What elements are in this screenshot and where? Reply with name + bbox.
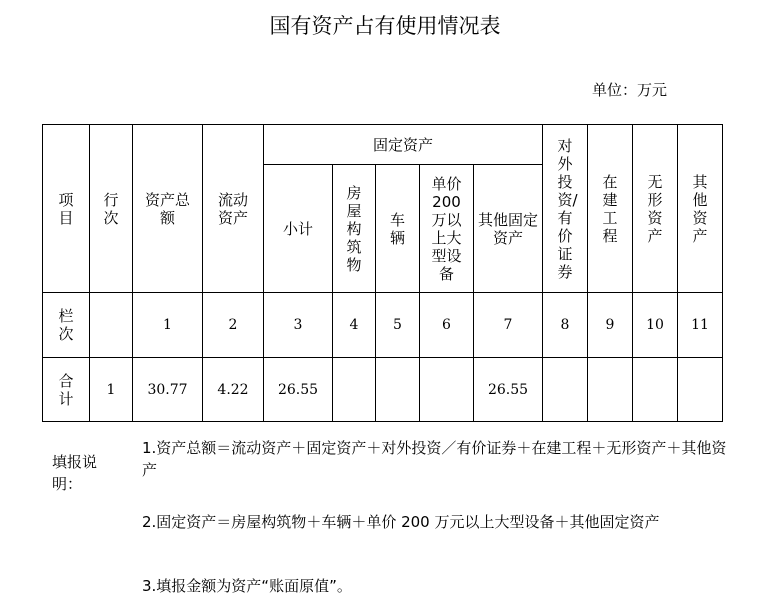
total-cell: 4.22 (203, 358, 264, 422)
total-cell: 26.55 (264, 358, 333, 422)
header-item: 项目 (43, 125, 90, 293)
header-total-assets: 资产总额 (133, 125, 203, 293)
total-cell (420, 358, 474, 422)
note-item: 2.固定资产＝房屋构筑物＋车辆＋单价 200 万元以上大型设备＋其他固定资产 (142, 513, 660, 531)
total-cell (633, 358, 678, 422)
header-investment: 对外投资/有价证券 (543, 125, 588, 293)
header-current-assets: 流动资产 (203, 125, 264, 293)
column-no-cell: 3 (264, 293, 333, 358)
column-no-cell: 2 (203, 293, 264, 358)
note-item: 1.资产总额＝流动资产＋固定资产＋对外投资／有价证券＋在建工程＋无形资产＋其他资产 (142, 439, 727, 479)
column-no-cell: 1 (133, 293, 203, 358)
header-intangible: 无形资产 (633, 125, 678, 293)
header-subtotal: 小计 (264, 165, 333, 293)
total-cell: 26.55 (474, 358, 543, 422)
notes-label: 填报说明： (52, 453, 98, 493)
header-buildings: 房屋构筑物 (333, 165, 376, 293)
header-vehicles: 车辆 (376, 165, 420, 293)
column-no-cell (90, 293, 133, 358)
header-equipment: 单价200万以上大型设备 (420, 165, 474, 293)
unit-label: 单位：万元 (592, 81, 668, 99)
column-no-cell: 5 (376, 293, 420, 358)
header-other-fixed: 其他固定资产 (474, 165, 543, 293)
column-no-cell: 4 (333, 293, 376, 358)
total-cell (333, 358, 376, 422)
asset-table (42, 124, 723, 422)
column-no-cell: 7 (474, 293, 543, 358)
column-no-cell: 6 (420, 293, 474, 358)
note-item: 3.填报金额为资产“账面原值”。 (142, 577, 352, 595)
column-no-cell: 8 (543, 293, 588, 358)
total-row-label: 合计 (43, 358, 90, 422)
total-cell: 1 (90, 358, 133, 422)
total-cell (543, 358, 588, 422)
column-no-cell: 10 (633, 293, 678, 358)
header-construction: 在建工程 (588, 125, 633, 293)
column-row-label: 栏次 (43, 293, 90, 358)
column-no-cell: 9 (588, 293, 633, 358)
total-cell: 30.77 (133, 358, 203, 422)
total-cell (678, 358, 723, 422)
page-title: 国有资产占有使用情况表 (269, 14, 501, 38)
header-fixed-assets: 固定资产 (264, 125, 543, 165)
header-row-no: 行次 (90, 125, 133, 293)
total-cell (588, 358, 633, 422)
total-cell (376, 358, 420, 422)
header-other-assets: 其他资产 (678, 125, 723, 293)
column-no-cell: 11 (678, 293, 723, 358)
